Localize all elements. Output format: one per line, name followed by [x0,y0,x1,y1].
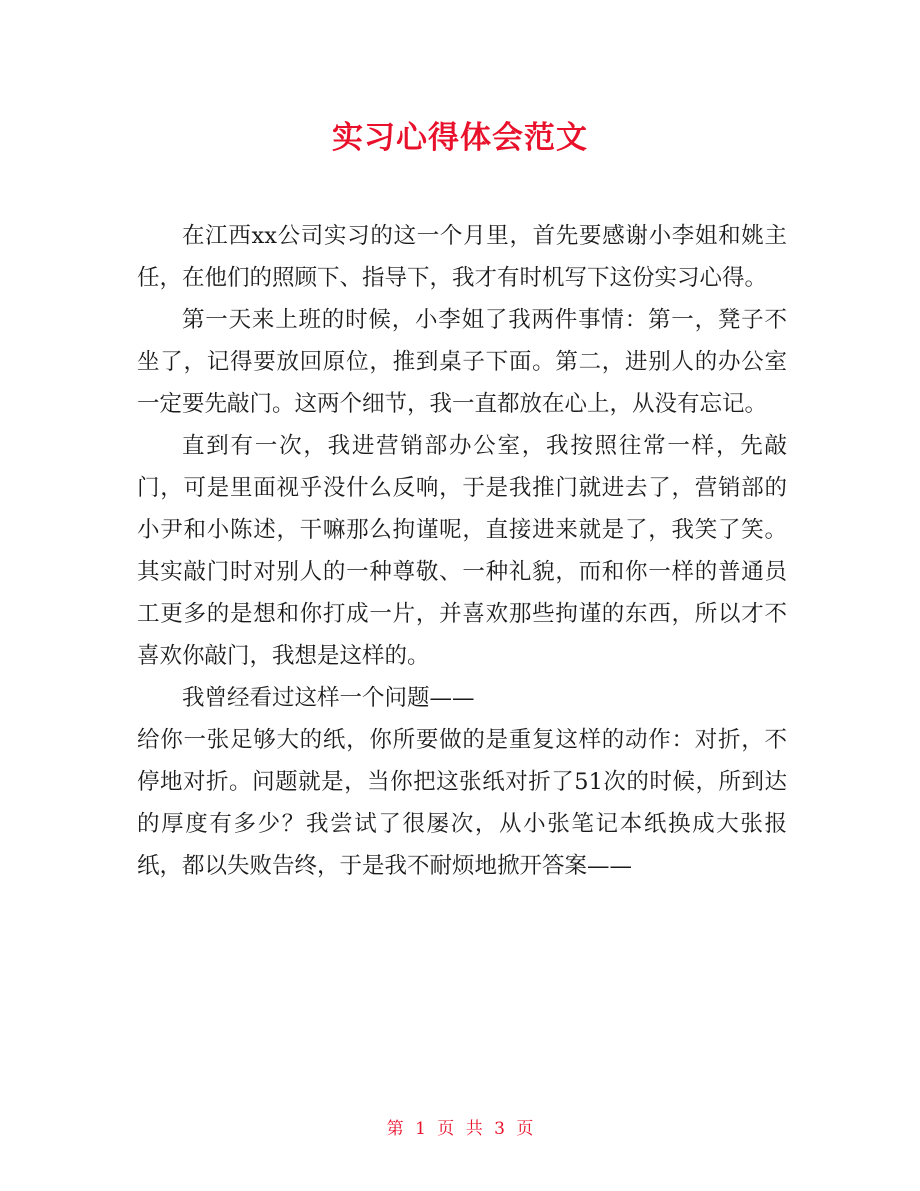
page-number-footer: 第 1 页 共 3 页 [386,1119,534,1139]
document-title: 实习心得体会范文 [332,120,588,156]
paragraph-4: 我曾经看过这样一个问题—— [182,685,475,711]
paragraph-5: 给你一张足够大的纸，你所要做的是重复这样的动作：对折，不停地对折。问题就是，当你把这张纸对折了51次的时候，所到达的厚度有多少？我尝试了很屡次，从小张笔记本纸换成大张报纸，都以失败告终，于是我不耐烦地掀开答案—— [137,727,787,879]
paragraph-1: 在江西xx公司实习的这一个月里，首先要感谢小李姐和姚主任，在他们的照顾下、指导下，我才有时机写下这份实习心得。 [137,223,787,291]
document-body [137,215,787,887]
paragraph-3: 直到有一次，我进营销部办公室，我按照往常一样，先敲门，可是里面视乎没什么反响，于是我推门就进去了，营销部的小尹和小陈述，干嘛那么拘谨呢，直接进来就是了，我笑了笑。其实敲门时对别人的一种尊敬、一种礼貌，而和你一样的普通员工更多的是想和你打成一片，并喜欢那些拘谨的东西，所以才不喜欢你敲门，我想是这样的。 [137,433,787,669]
paragraph-2: 第一天来上班的时候，小李姐了我两件事情：第一，凳子不坐了，记得要放回原位，推到桌子下面。第二，进别人的办公室一定要先敲门。这两个细节，我一直都放在心上，从没有忘记。 [137,307,787,417]
